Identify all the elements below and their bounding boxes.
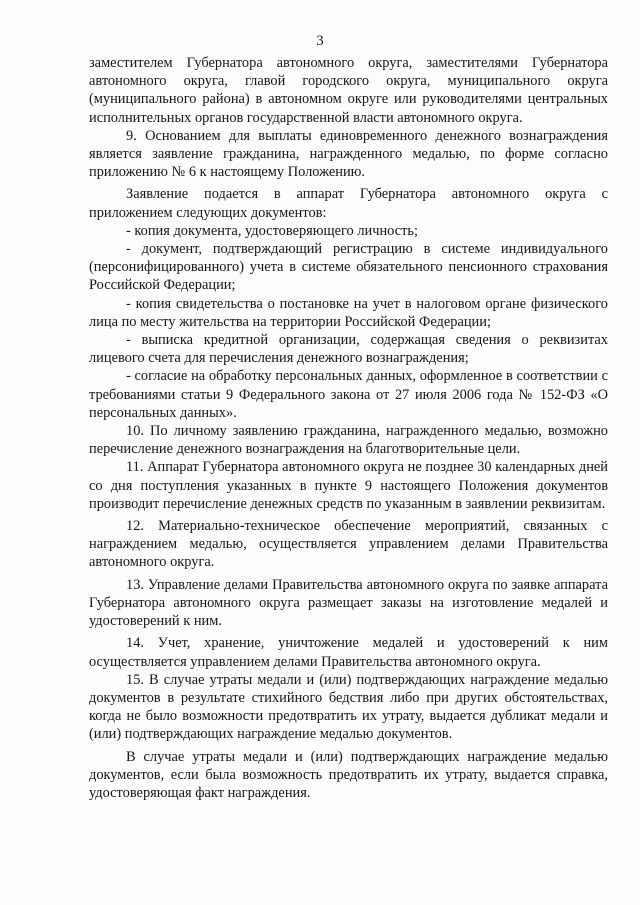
- paragraph-15: 15. В случае утраты медали и (или) подтверждающих награждение медалью документов в результате стихийного бедствия либо при других обстоятельствах, когда не было возможности предотвратить их утрату, выдается дубликат медали и (или) подтверждающих награждение медалью документов.: [89, 671, 608, 743]
- paragraph-duplicate-note: В случае утраты медали и (или) подтверждающих награждение медалью документов, если была возможность предотвратить их утрату, выдается справка, удостоверяющая факт награждения.: [89, 748, 608, 801]
- paragraph-9: 9. Основанием для выплаты единовременного денежного вознаграждения является заявление гражданина, награжденного медалью, по форме согласно приложению № 6 к настоящему Положению.: [89, 127, 608, 181]
- paragraph-application: Заявление подается в аппарат Губернатора автономного округа с приложением следующих документов:: [89, 186, 608, 221]
- paragraph-10: 10. По личному заявлению гражданина, награжденного медалью, возможно перечисление денежного вознаграждения на благотворительные цели.: [89, 423, 608, 458]
- document-body: [89, 54, 608, 802]
- paragraph-11: 11. Аппарат Губернатора автономного округа не позднее 30 календарных дней со дня поступления указанных в пункте 9 настоящего Положения документов производит перечисление денежных средств по указанным в заявлении реквизитам.: [89, 459, 608, 512]
- list-item-data-consent: - согласие на обработку персональных данных, оформленное в соответствии с требованиями статьи 9 Федерального закона от 27 июля 2006 года № 152-ФЗ «О персональных данных».: [89, 368, 608, 421]
- paragraph-12: 12. Материально-техническое обеспечение мероприятий, связанных с награждением медалью, осуществляется управлением делами Правительства автономного округа.: [89, 518, 608, 571]
- paragraph-continuation: заместителем Губернатора автономного округа, заместителями Губернатора автономного округа, главой городского округа, муниципального округа (муниципального района) в автономном округе или руководителями центральных исполнительных органов государственной власти автономного округа.: [89, 55, 608, 126]
- paragraph-13: 13. Управление делами Правительства автономного округа по заявке аппарата Губернатора автономного округа размещает заказы на изготовление медалей и удостоверений к ним.: [89, 576, 608, 630]
- page-number: 3: [316, 33, 324, 49]
- list-item-bank-statement: - выписка кредитной организации, содержащая сведения о реквизитах лицевого счета для перечисления денежного вознаграждения;: [89, 332, 608, 367]
- list-item-tax-certificate: - копия свидетельства о постановке на учет в налоговом органе физического лица по месту жительства на территории Российской Федерации;: [89, 295, 608, 330]
- paragraph-14: 14. Учет, хранение, уничтожение медалей и удостоверений к ним осуществляется управлением делами Правительства автономного округа.: [89, 635, 608, 670]
- list-item-pension-registration: - документ, подтверждающий регистрацию в системе индивидуального (персонифицированного) учета в системе обязательного пенсионного страхования Российской Федерации;: [89, 241, 608, 294]
- list-item-identity-copy: - копия документа, удостоверяющего личность;: [126, 222, 418, 239]
